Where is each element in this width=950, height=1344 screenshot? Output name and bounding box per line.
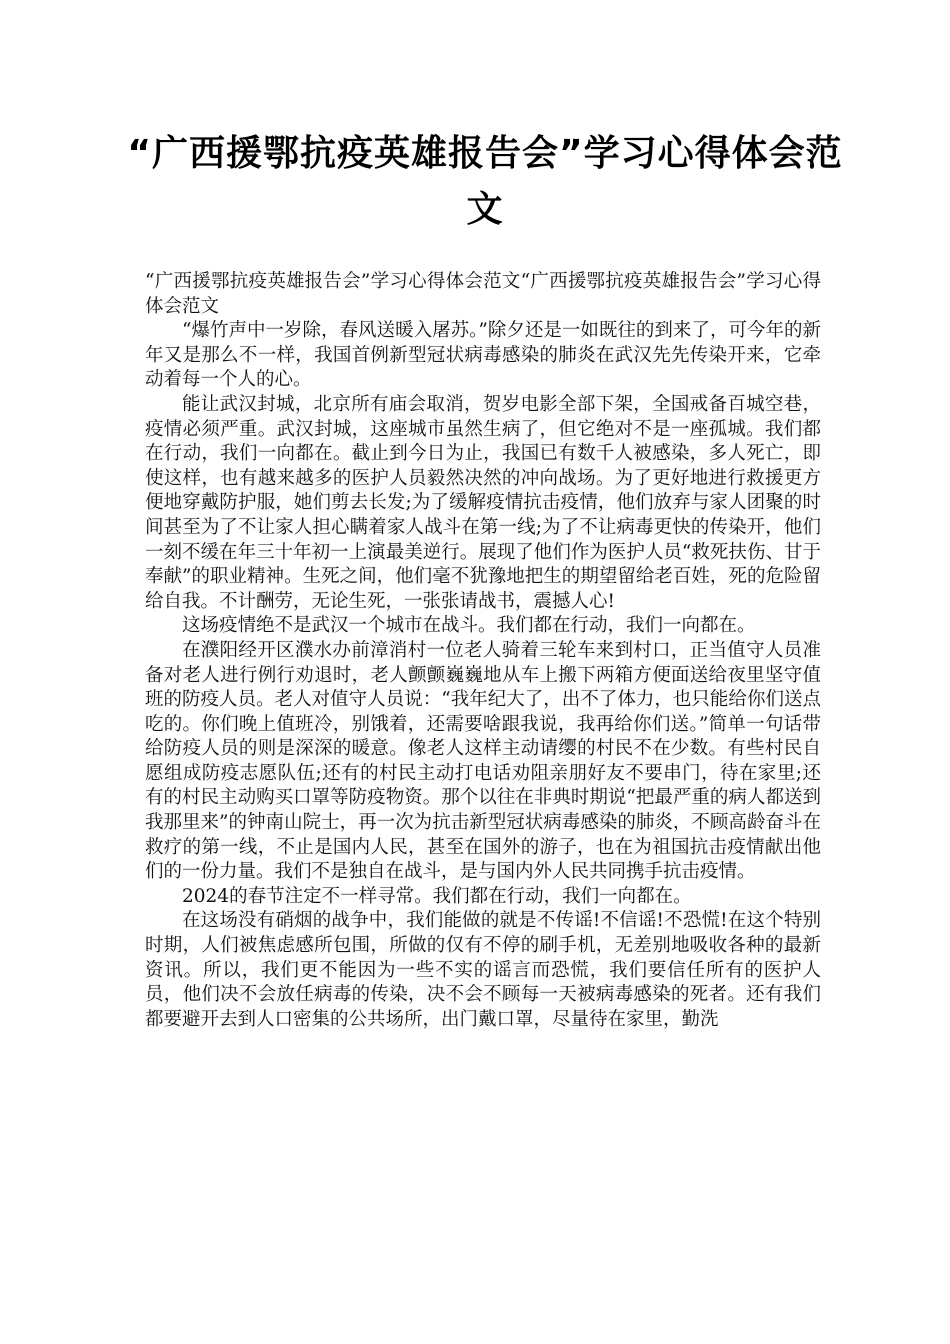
document-body <box>145 270 821 1032</box>
document-title: “广西援鄂抗疫英雄报告会”学习心得体会范文 <box>127 133 843 230</box>
paragraph-intro: “广西援鄂抗疫英雄报告会”学习心得体会范文“广西援鄂抗疫英雄报告会”学习心得体会范文 <box>145 271 821 317</box>
paragraph: 能让武汉封城，北京所有庙会取消，贺岁电影全部下架，全国戒备百城空巷，疫情必须严重。武汉封城，这座城市虽然生病了，但它绝对不是一座孤城。我们都在行动，我们一向都在。截止到今日为止，我国已有数千人被感染，多人死亡，即使这样，也有越来越多的医护人员毅然决然的冲向战场。为了更好地进行救援更方便地穿戴防护服，她们剪去长发;为了缓解疫情抗击疫情，他们放弃与家人团聚的时间甚至为了不让家人担心瞒着家人战斗在第一线;为了不让病毒更快的传染开，他们一刻不缓在年三十年初一上演最美逆行。展现了他们作为医护人员“救死扶伤、甘于奉献”的职业精神。生死之间，他们毫不犹豫地把生的期望留给老百姓，死的危险留给自我。不计酬劳，无论生死，一张张请战书，震撼人心! <box>145 393 821 612</box>
paragraph: 2024的春节注定不一样寻常。我们都在行动，我们一向都在。 <box>182 885 692 907</box>
paragraph: 在这场没有硝烟的战争中，我们能做的就是不传谣!不信谣!不恐慌!在这个特别时期，人们被焦虑感所包围，所做的仅有不停的刷手机，无差别地吸收各种的最新资讯。所以，我们更不能因为一些不实的谣言而恐慌，我们要信任所有的医护人员，他们决不会放任病毒的传染，决不会不顾每一天被病毒感染的死者。还有我们都要避开去到人口密集的公共场所，出门戴口罩，尽量待在家里，勤洗 <box>145 910 821 1030</box>
paragraph: 在濮阳经开区濮水办前漳消村一位老人骑着三轮车来到村口，正当值守人员准备对老人进行例行劝退时，老人颤颤巍巍地从车上搬下两箱方便面送给夜里坚守值班的防疫人员。老人对值守人员说：“我年纪大了，出不了体力，也只能给你们送点吃的。你们晚上值班冷，别饿着，还需要啥跟我说，我再给你们送。”简单一句话带给防疫人员的则是深深的暖意。像老人这样主动请缨的村民不在少数。有些村民自愿组成防疫志愿队伍;还有的村民主动打电话劝阻亲朋好友不要串门，待在家里;还有的村民主动购买口罩等防疫物资。那个以往在非典时期说“把最严重的病人都送到我那里来”的钟南山院士，再一次为抗击新型冠状病毒感染的肺炎，不顾高龄奋斗在救疗的第一线，不止是国内人民，甚至在国外的游子，也在为祖国抗击疫情献出他们的一份力量。我们不是独自在战斗，是与国内外人民共同携手抗击疫情。 <box>145 639 821 883</box>
paragraph: 这场疫情绝不是武汉一个城市在战斗。我们都在行动，我们一向都在。 <box>182 615 756 637</box>
paragraph: “爆竹声中一岁除，春风送暖入屠苏。”除夕还是一如既往的到来了，可今年的新年又是那么不一样，我国首例新型冠状病毒感染的肺炎在武汉先先传染开来，它牵动着每一个人的心。 <box>145 320 821 391</box>
